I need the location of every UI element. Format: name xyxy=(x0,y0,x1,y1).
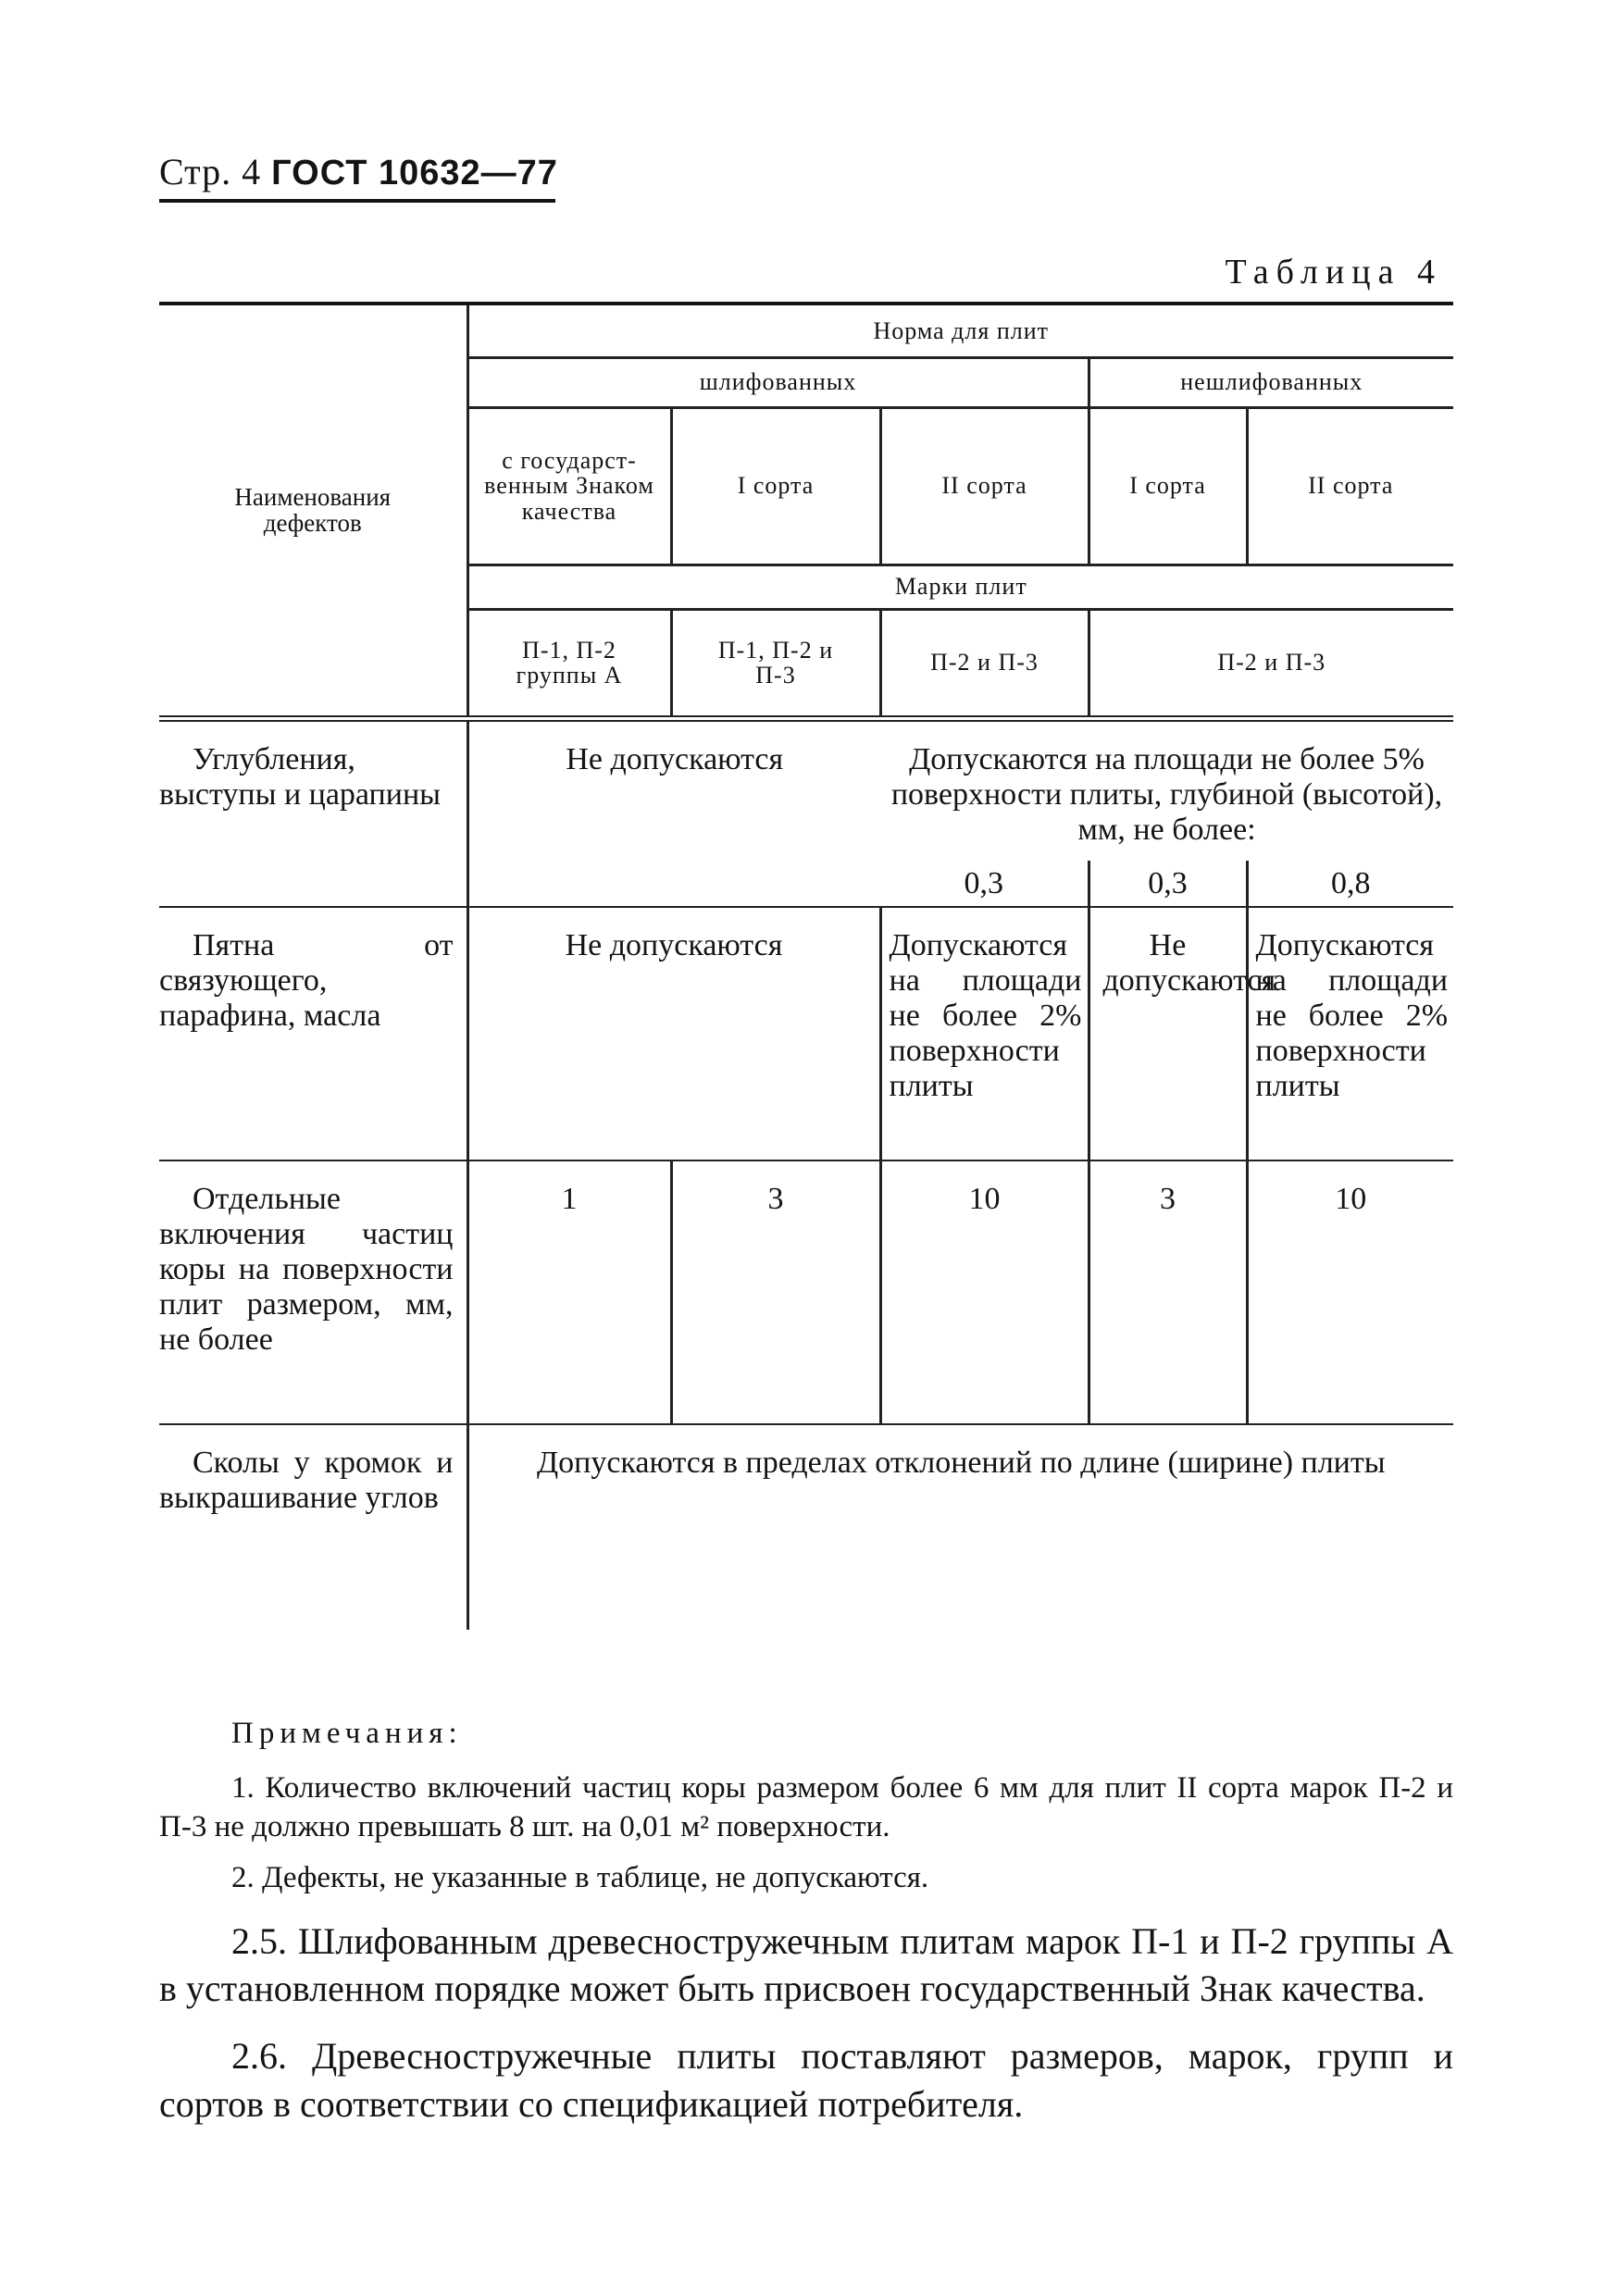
row-bark-grade-1: 3 xyxy=(671,1160,880,1424)
grade-2-sanded: II сорта xyxy=(880,407,1089,565)
group-unsanded: нешлифованных xyxy=(1089,357,1453,407)
note-1: 1. Количество включений частиц коры размером более 6 мм для плит II сорта марок П-2 и П-3 не должно превышать 8 шт. на 0,01 м² поверхности. xyxy=(159,1771,1453,1843)
row-label-chips: Сколы у кромок и выкрашивание углов xyxy=(159,1446,454,1516)
row-bark-unsanded-grade-2: 10 xyxy=(1247,1160,1453,1424)
col-header-defect-names: Наименования дефектов xyxy=(159,305,467,718)
paragraph-2-5: 2.5. Шлифованным древесностружечным плитам марок П-1 и П-2 группы А в установленном порядке может быть присвоен государственный Знак качества. xyxy=(159,1920,1453,2010)
defects-table xyxy=(159,305,1453,1630)
defects-table-wrapper xyxy=(159,302,1453,1630)
row-stains-sanded-grades: Не допускаются xyxy=(467,907,880,1160)
brand-unsanded: П-2 и П-3 xyxy=(1089,609,1453,718)
row-dents-value-1: 0,3 xyxy=(880,861,1089,907)
row-dents-value-3: 0,8 xyxy=(1247,861,1453,907)
row-label-bark: Отдельные включения частиц коры на поверхности плит размером, мм, не более xyxy=(159,1160,467,1424)
note-2: 2. Дефекты, не указанные в таблице, не допускаются. xyxy=(231,1860,929,1894)
row-bark-unsanded-grade-1: 3 xyxy=(1089,1160,1247,1424)
brand-grade-2: П-2 и П-3 xyxy=(880,609,1089,718)
grade-2-unsanded: II сорта xyxy=(1247,407,1453,565)
paragraph-2-6: 2.6. Древесностружечные плиты поставляют размеров, марок, групп и сортов в соответствии со спецификацией потребителя. xyxy=(159,2035,1453,2125)
notes-title: Примечания: xyxy=(231,1717,463,1750)
row-dents-sanded: Не допускаются xyxy=(467,718,880,907)
norm-header: Норма для плит xyxy=(467,305,1453,357)
grade-quality-mark: с государст-венным Знаком качества xyxy=(467,407,671,565)
grade-1-unsanded: I сорта xyxy=(1089,407,1247,565)
brand-quality-mark: П-1, П-2 группы А xyxy=(467,609,671,718)
row-stains-unsanded-grade-1: Не допускаются xyxy=(1089,907,1247,1160)
row-stains-grade-2: Допускаются на площади не более 2% поверхности плиты xyxy=(880,907,1089,1160)
page-header xyxy=(159,150,558,193)
row-chips-allowance: Допускаются в пределах отклонений по длине (ширине) плиты xyxy=(467,1424,1453,1630)
row-bark-grade-2: 10 xyxy=(880,1160,1089,1424)
header-rule xyxy=(159,199,555,203)
notes-section xyxy=(159,1715,1453,2128)
row-label-stains: Пятна от связующего, парафина, масла xyxy=(159,907,467,1160)
group-sanded: шлифованных xyxy=(467,357,1089,407)
row-bark-quality-mark: 1 xyxy=(467,1160,671,1424)
standard-code: ГОСТ 10632—77 xyxy=(271,154,558,192)
brands-header: Марки плит xyxy=(467,565,1453,609)
row-dents-allowance: Допускаются на площади не более 5% поверхности плиты, глубиной (высотой), мм, не более: xyxy=(890,741,1443,847)
page-number: Стр. 4 xyxy=(159,151,262,192)
table-caption: Таблица 4 xyxy=(1225,253,1442,292)
row-stains-unsanded-grade-2: Допускаются на площади не более 2% поверхности плиты xyxy=(1247,907,1453,1160)
brand-grade-1: П-1, П-2 и П-3 xyxy=(671,609,880,718)
grade-1-sanded: I сорта xyxy=(671,407,880,565)
row-dents-value-2: 0,3 xyxy=(1089,861,1247,907)
row-label-dents: Углубления, выступы и царапины xyxy=(159,718,467,907)
